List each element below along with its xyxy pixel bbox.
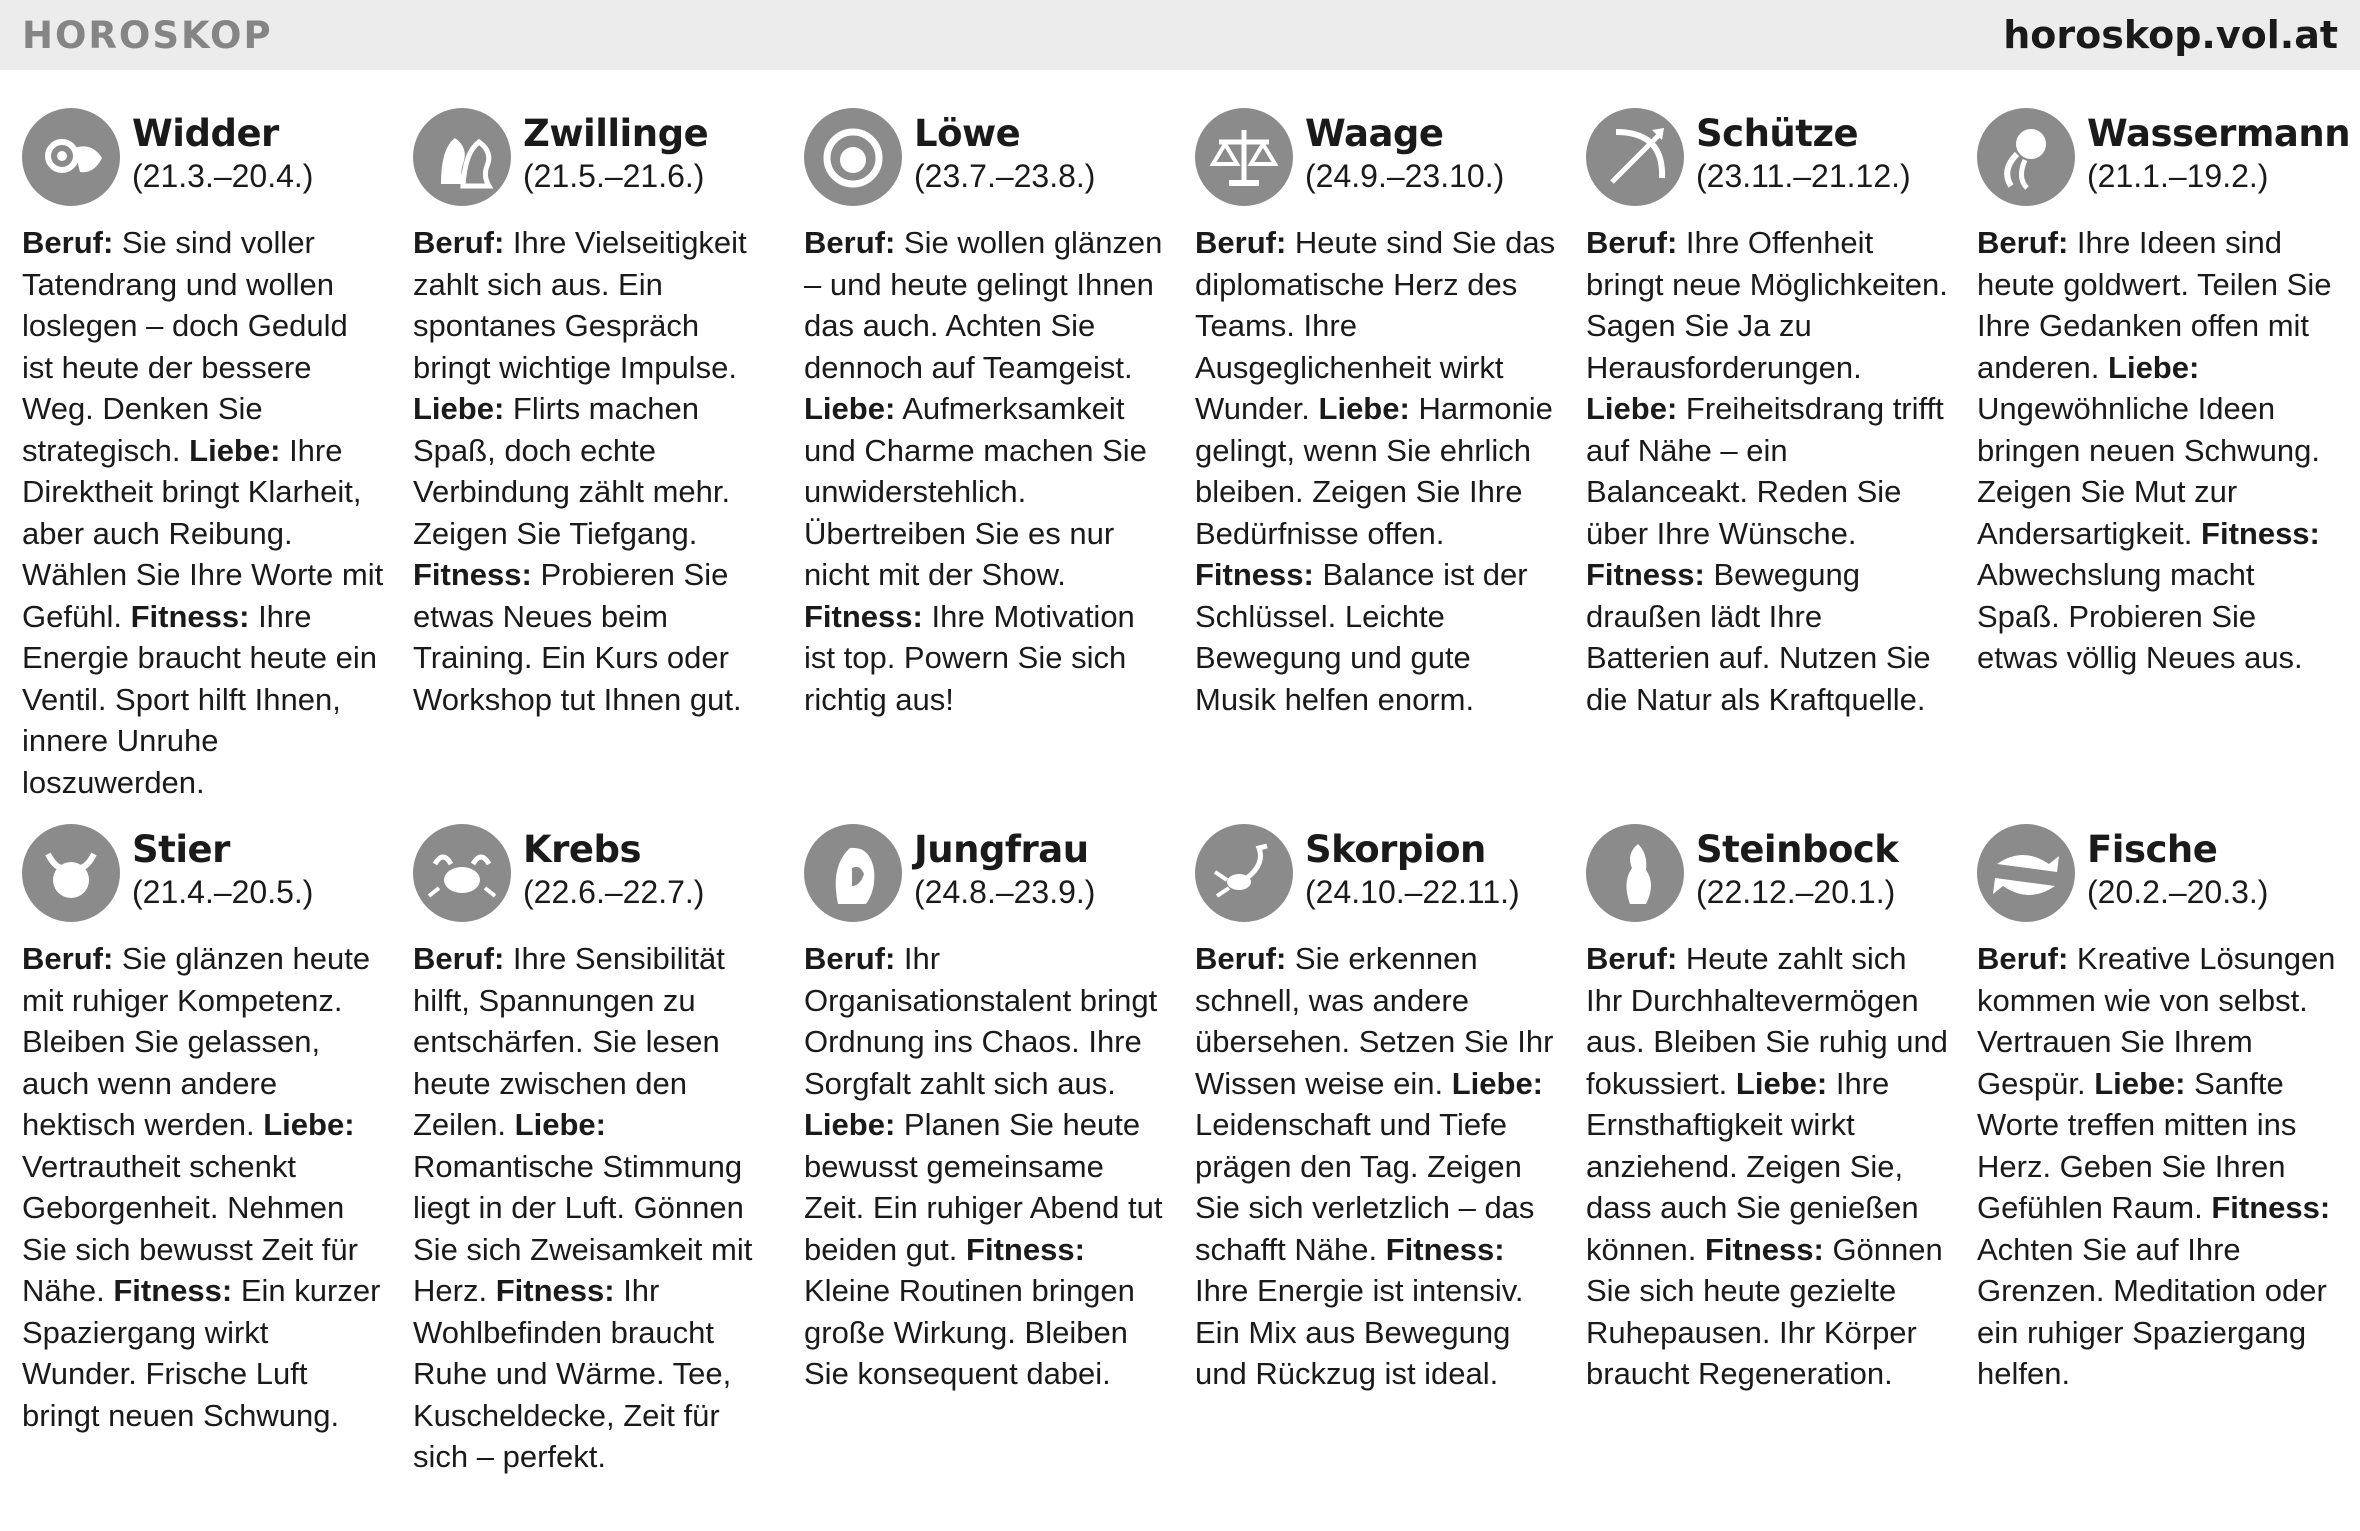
beruf-text: Ihre Ideen sind heute goldwert. Teilen Sie Ihre Gedanken offen mit anderen. [1977,225,2332,385]
fitness-text: Ihr Wohlbefinden braucht Ruhe und Wärme. Tee, Kuscheldecke, Zeit für sich – perfekt. [413,1273,732,1474]
liebe-text: Vertrautheit schenkt Geborgenheit. Nehmen Sie sich bewusst Zeit für Nähe. [22,1148,358,1308]
fitness-label: Fitness: [130,598,250,634]
sign-name: Stier [132,828,230,871]
sign-header [1586,108,1948,214]
beruf-text: Ihre Offenheit bringt neue Möglichkeiten. Sagen Sie Ja zu Herausforderungen. [1586,225,1948,385]
fitness-text: Gönnen Sie sich heute gezielte Ruhepausen. Ihr Körper braucht Regeneration. [1586,1231,1943,1391]
virgin-icon [804,824,902,922]
sign-card-archer [1586,108,1948,824]
fitness-text: Ihre Energie ist intensiv. Ein Mix aus Bewegung und Rückzug ist ideal. [1195,1273,1524,1391]
sign-name: Schütze [1696,112,1859,155]
sign-header [804,108,1166,214]
sign-titles [1305,108,1504,196]
fitness-text: Ein kurzer Spaziergang wirkt Wunder. Frische Luft bringt neuen Schwung. [22,1273,381,1433]
liebe-text: Ungewöhnliche Ideen bringen neuen Schwung. Zeigen Sie Mut zur Andersartigkeit. [1977,391,2320,551]
fitness-text: Abwechslung macht Spaß. Probieren Sie etwas völlig Neues aus. [1977,557,2303,675]
sign-titles [914,824,1095,912]
sign-card-ram [22,108,384,824]
sign-titles [2087,108,2350,196]
sign-dates: (24.9.–23.10.) [1305,158,1505,194]
sign-header [804,824,1166,930]
sign-header [413,108,775,214]
sign-dates: (21.3.–20.4.) [132,158,314,194]
beruf-label: Beruf: [1977,225,2069,260]
fitness-label: Fitness: [966,1231,1085,1267]
liebe-text: Freiheitsdrang trifft auf Nähe – ein Balanceakt. Reden Sie über Ihre Wünsche. [1586,391,1944,551]
sign-card-scales [1195,108,1557,824]
sign-text [804,938,1166,1395]
liebe-text: Ihre Ernsthaftigkeit wirkt anziehend. Zeigen Sie, dass auch Sie genießen können. [1586,1065,1919,1267]
sign-dates: (24.10.–22.11.) [1305,874,1520,910]
sign-titles [1696,108,1911,196]
sign-name: Löwe [914,112,1021,155]
sign-text [1977,938,2339,1395]
sign-card-water-bearer [1977,108,2351,824]
beruf-label: Beruf: [804,225,896,260]
twins-icon [413,108,511,206]
liebe-text: Leidenschaft und Tiefe prägen den Tag. Zeigen Sie sich verletzlich – das schafft Nähe. [1195,1107,1535,1267]
beruf-label: Beruf: [804,941,896,976]
sign-name: Steinbock [1696,828,1899,871]
scales-icon [1195,108,1293,206]
horoscope-grid [22,108,2351,1474]
beruf-text: Sie sind voller Tatendrang und wollen loslegen – doch Geduld ist heute der bessere Weg. Denken Sie strategisch. [22,225,348,468]
sign-card-virgin [804,824,1166,1444]
liebe-text: Ihre Direktheit bringt Klarheit, aber auch Reibung. Wählen Sie Ihre Worte mit Gefühl. [22,432,384,634]
sign-dates: (21.5.–21.6.) [523,158,705,194]
fitness-text: Kleine Routinen bringen große Wirkung. Bleiben Sie konsequent dabei. [804,1273,1135,1391]
sign-header [1195,824,1557,930]
sign-text [413,222,775,720]
beruf-text: Heute zahlt sich Ihr Durchhaltevermögen aus. Bleiben Sie ruhig und fokussiert. [1586,941,1948,1101]
section-title: HOROSKOP [22,13,273,57]
liebe-text: Planen Sie heute bewusst gemeinsame Zeit. Ein ruhiger Abend tut beiden gut. [804,1107,1163,1267]
sign-name: Jungfrau [914,828,1089,871]
sign-card-fish [1977,824,2339,1444]
sign-titles [523,108,708,196]
sign-header [1586,824,1948,930]
fish-icon [1977,824,2075,922]
sign-card-bull [22,824,384,1444]
fitness-label: Fitness: [804,598,923,634]
liebe-text: Sanfte Worte treffen mitten ins Herz. Geben Sie Ihren Gefühlen Raum. [1977,1065,2297,1225]
liebe-label: Liebe: [1451,1065,1544,1101]
beruf-text: Heute sind Sie das diplomatische Herz des Teams. Ihre Ausgeglichenheit wirkt Wunder. [1195,225,1556,426]
sign-card-scorpion [1195,824,1557,1444]
sign-dates: (23.11.–21.12.) [1696,158,1911,194]
liebe-label: Liebe: [514,1107,606,1142]
sign-titles [132,108,313,196]
beruf-text: Sie glänzen heute mit ruhiger Kompetenz. Bleiben Sie gelassen, auch wenn andere hektisch werden. [22,941,371,1142]
beruf-label: Beruf: [22,225,114,260]
sign-text [1977,222,2339,679]
liebe-label: Liebe: [189,432,281,468]
sign-text [804,222,1166,720]
sign-text [22,222,384,803]
goat-icon [1586,824,1684,922]
liebe-label: Liebe: [804,391,896,426]
fitness-text: Balance ist der Schlüssel. Leichte Bewegung und gute Musik helfen enorm. [1195,557,1528,717]
sign-dates: (22.6.–22.7.) [523,874,705,910]
sign-name: Skorpion [1305,828,1486,871]
sign-text [413,938,775,1478]
sign-titles [914,108,1095,196]
site-url-link[interactable]: horoskop.vol.at [2003,13,2338,57]
fitness-label: Fitness: [2211,1190,2331,1225]
beruf-label: Beruf: [413,225,505,260]
sign-header [413,824,775,930]
fitness-label: Fitness: [1195,557,1314,592]
liebe-label: Liebe: [1318,391,1410,426]
sign-dates: (24.8.–23.9.) [914,874,1096,910]
liebe-label: Liebe: [2094,1065,2186,1101]
sign-text [1586,938,1948,1395]
beruf-label: Beruf: [1195,225,1287,260]
liebe-label: Liebe: [2108,349,2200,385]
water-bearer-icon [1977,108,2075,206]
beruf-text: Ihr Organisationstalent bringt Ordnung ins Chaos. Ihre Sorgfalt zahlt sich aus. [804,941,1158,1101]
fitness-text: Bewegung draußen lädt Ihre Batterien auf. Nutzen Sie die Natur als Kraftquelle. [1586,557,1931,717]
beruf-label: Beruf: [413,941,505,976]
liebe-text: Romantische Stimmung liegt in der Luft. Gönnen Sie sich Zweisamkeit mit Herz. [413,1148,753,1308]
sign-titles [132,824,313,912]
fitness-label: Fitness: [1704,1231,1824,1267]
beruf-text: Sie wollen glänzen – und heute gelingt Ihnen das auch. Achten Sie dennoch auf Teamgeist. [804,225,1163,385]
sign-name: Waage [1305,112,1444,155]
liebe-label: Liebe: [263,1107,355,1142]
sign-dates: (22.12.–20.1.) [1696,874,1896,910]
liebe-label: Liebe: [413,391,505,426]
sign-text [1586,222,1948,720]
fitness-label: Fitness: [495,1273,615,1308]
scorpion-icon [1195,824,1293,922]
lion-icon [804,108,902,206]
sign-card-lion [804,108,1166,824]
sign-name: Widder [132,112,279,155]
sign-header [1977,108,2351,214]
sign-dates: (21.1.–19.2.) [2087,158,2269,194]
fitness-label: Fitness: [413,557,532,592]
sign-dates: (21.4.–20.5.) [132,874,314,910]
sign-text [22,938,384,1436]
sign-header [22,108,384,214]
beruf-text: Ihre Sensibilität hilft, Spannungen zu entschärfen. Sie lesen heute zwischen den Zeilen. [413,941,725,1142]
fitness-label: Fitness: [1385,1231,1505,1267]
beruf-text: Ihre Vielseitigkeit zahlt sich aus. Ein spontanes Gespräch bringt wichtige Impulse. [413,225,747,385]
sign-header [1977,824,2339,930]
sign-text [1195,938,1557,1395]
crab-icon [413,824,511,922]
fitness-text: Probieren Sie etwas Neues beim Training. Ein Kurs oder Workshop tut Ihnen gut. [413,557,742,717]
sign-name: Wassermann [2087,112,2351,155]
beruf-label: Beruf: [1977,941,2069,976]
sign-titles [1696,824,1898,912]
beruf-label: Beruf: [1586,225,1678,260]
liebe-text: Harmonie gelingt, wenn Sie ehrlich bleiben. Zeigen Sie Ihre Bedürfnisse offen. [1195,391,1553,551]
fitness-label: Fitness: [1586,557,1705,592]
liebe-label: Liebe: [1586,391,1678,426]
beruf-label: Beruf: [1195,941,1287,976]
beruf-label: Beruf: [1586,941,1678,976]
sign-dates: (20.2.–20.3.) [2087,874,2269,910]
sign-text [1195,222,1557,720]
fitness-text: Achten Sie auf Ihre Grenzen. Meditation oder ein ruhiger Spaziergang helfen. [1977,1231,2327,1391]
liebe-label: Liebe: [804,1107,896,1142]
ram-icon [22,108,120,206]
sign-dates: (23.7.–23.8.) [914,158,1096,194]
sign-card-twins [413,108,775,824]
sign-card-goat [1586,824,1948,1444]
sign-titles [523,824,704,912]
liebe-text: Aufmerksamkeit und Charme machen Sie unwiderstehlich. Übertreiben Sie es nur nicht mit der Show. [804,391,1147,592]
sign-header [1195,108,1557,214]
header-bar [0,0,2360,70]
sign-name: Fische [2087,828,2218,871]
fitness-label: Fitness: [113,1273,233,1308]
sign-titles [1305,824,1520,912]
sign-name: Krebs [523,828,642,871]
sign-titles [2087,824,2268,912]
beruf-text: Sie erkennen schnell, was andere übersehen. Setzen Sie Ihr Wissen weise ein. [1195,941,1554,1101]
fitness-label: Fitness: [2201,515,2320,551]
liebe-text: Flirts machen Spaß, doch echte Verbindung zählt mehr. Zeigen Sie Tiefgang. [413,391,731,551]
archer-icon [1586,108,1684,206]
sign-header [22,824,384,930]
fitness-text: Ihre Energie braucht heute ein Ventil. Sport hilft Ihnen, innere Unruhe loszuwerden. [22,598,378,800]
beruf-text: Kreative Lösungen kommen wie von selbst. Vertrauen Sie Ihrem Gespür. [1977,941,2336,1101]
sign-card-crab [413,824,775,1474]
fitness-text: Ihre Motivation ist top. Powern Sie sich richtig aus! [804,598,1135,717]
bull-icon [22,824,120,922]
beruf-label: Beruf: [22,941,114,976]
sign-name: Zwillinge [523,112,709,155]
liebe-label: Liebe: [1735,1065,1828,1101]
